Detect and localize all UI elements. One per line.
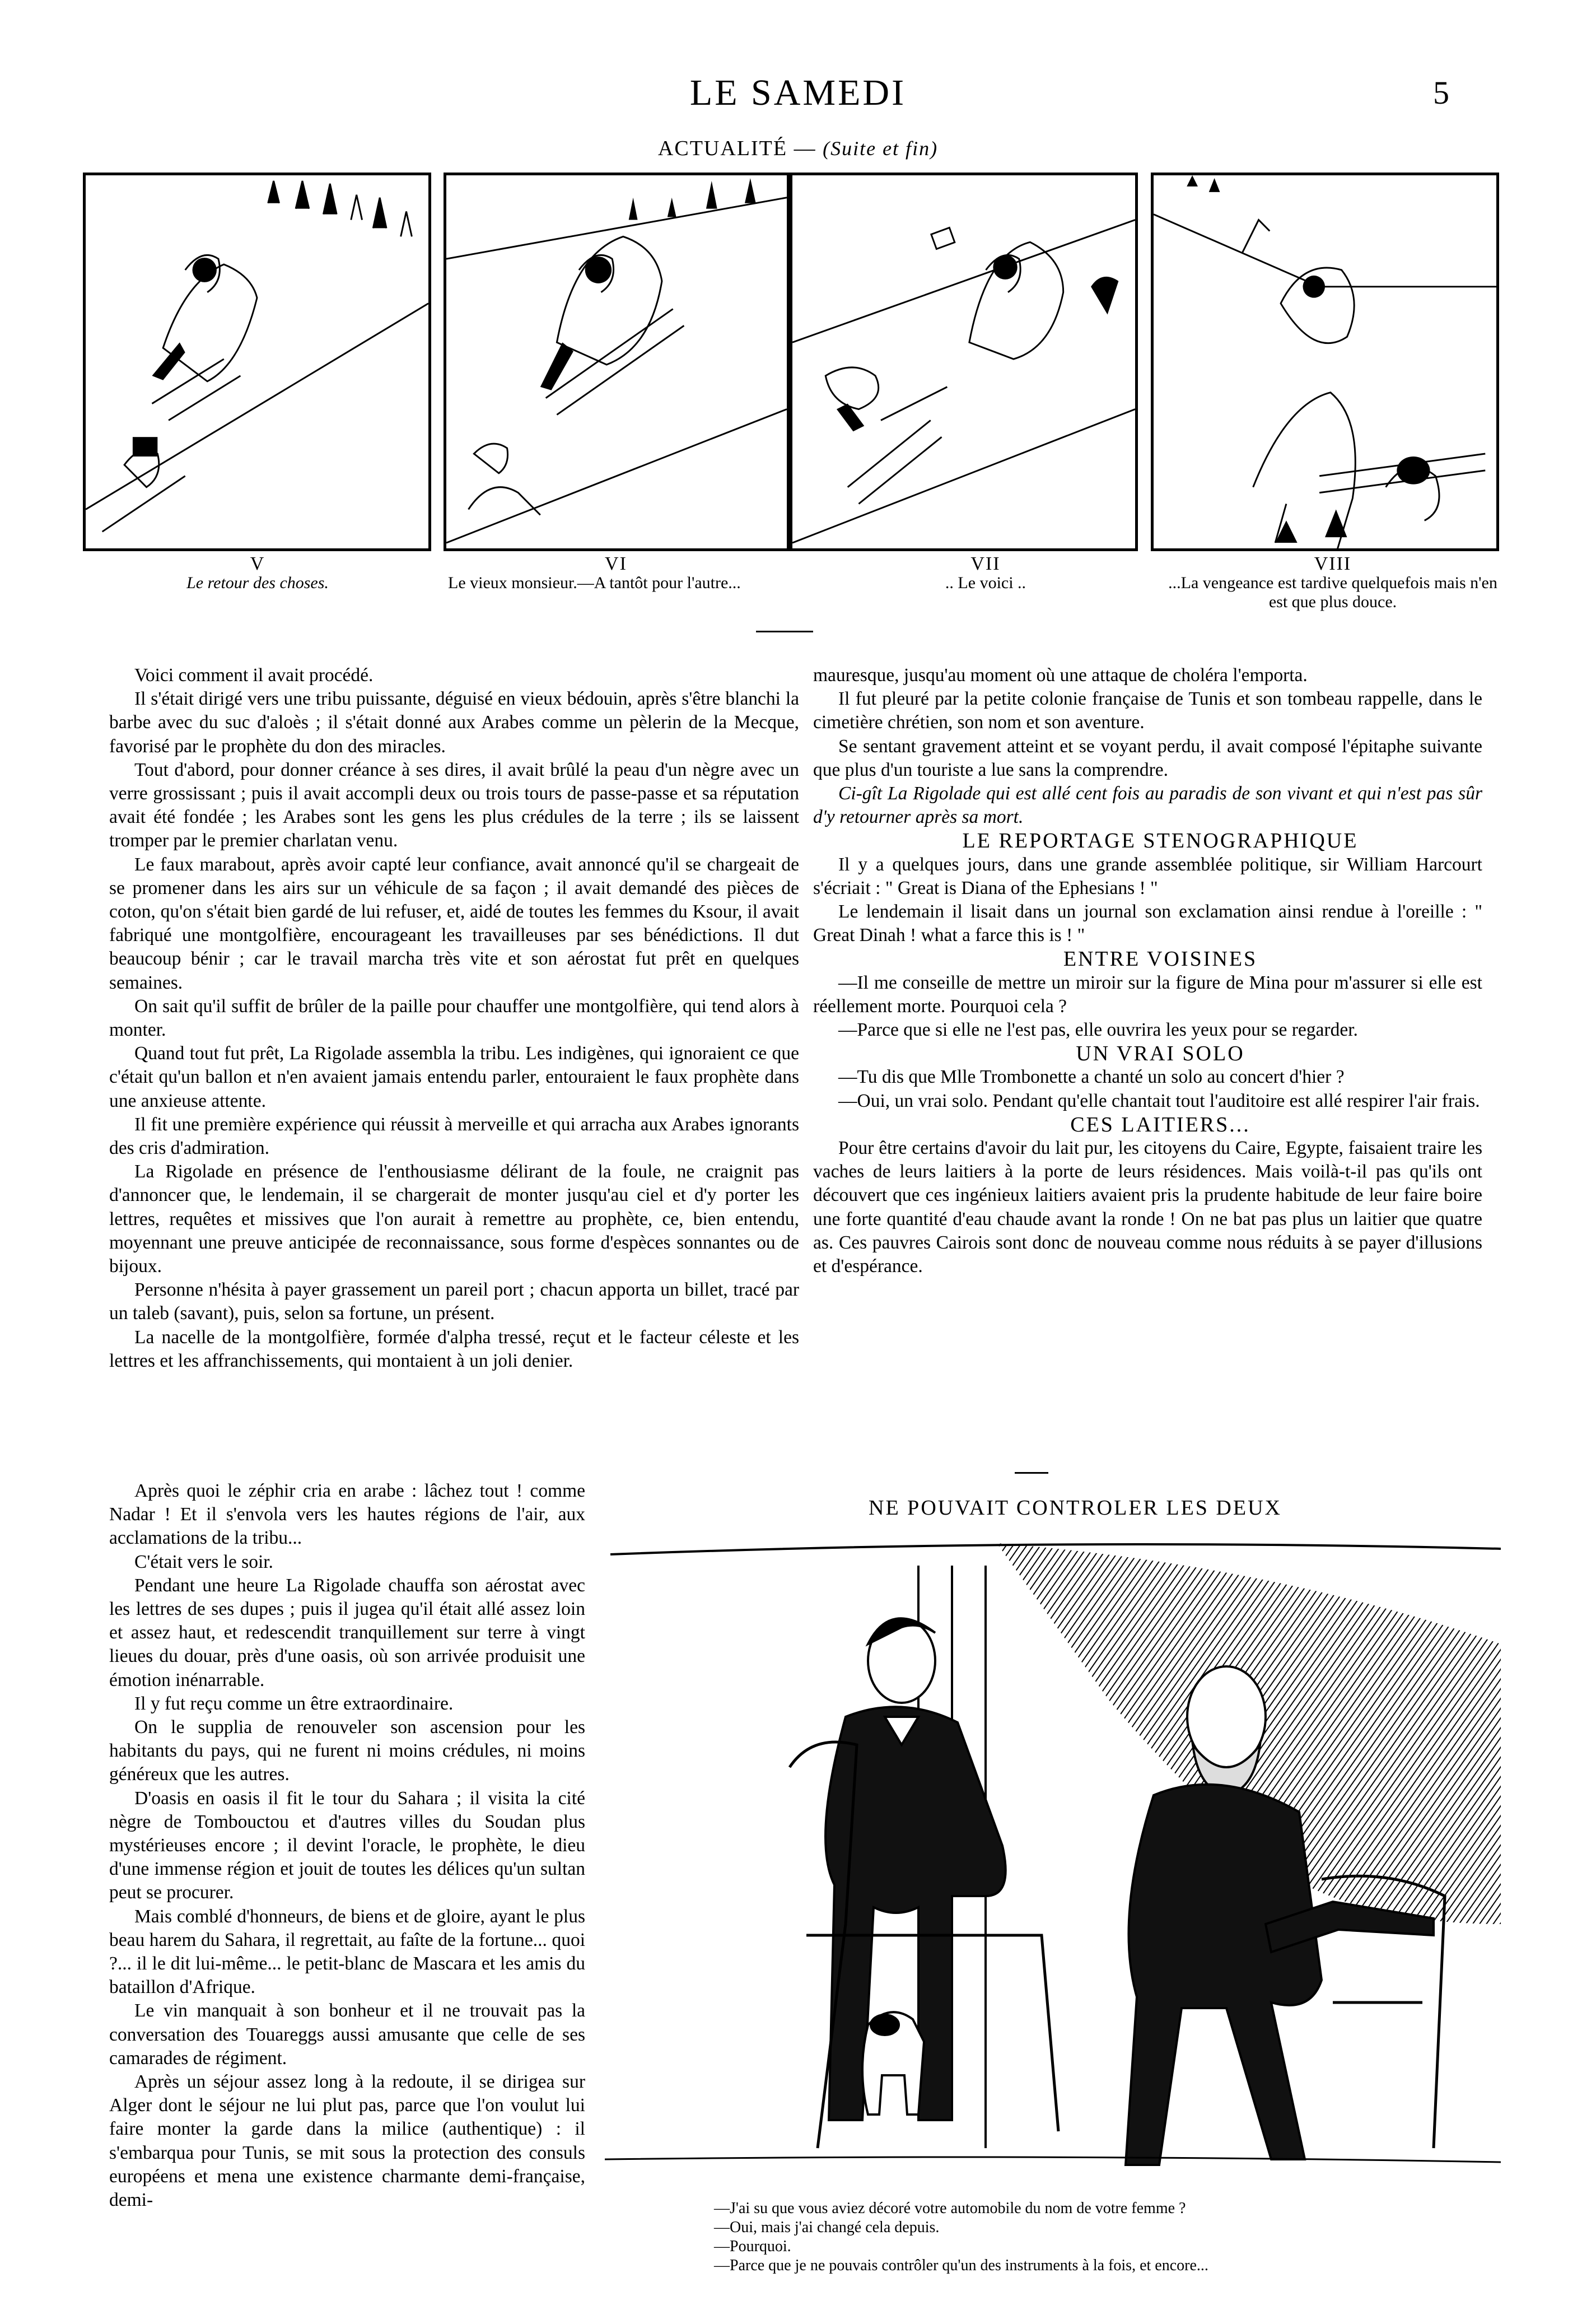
paragraph: Pour être certains d'avoir du lait pur, les citoyens du Caire, Egypte, faisaient traire les vaches de leurs laitiers à la porte de leurs résidences. Mais voilà-t-il pas qu'ils ont découvert que ces ingénieux laitiers avaient pris la prudente habitude de leur faire boire une forte quantité d'eau chaude avant la ronde ! On ne bat pas plus un laitier que quatre as. Ces pauvres Cairois sont donc de nouveau comme nous réduits à se payer d'illusions et d'espérance. xyxy=(813,1138,1482,1277)
panel-8-text: ...La vengeance est tardive quelquefois mais n'en est que plus douce. xyxy=(1168,574,1497,611)
section-note: (Suite et fin) xyxy=(823,137,939,160)
paragraph: La Rigolade en présence de l'enthousiasme délirant de la foule, ne craignit pas d'annoncer que, le lendemain, il se chargerait de monter jusqu'au ciel et d'y porter les lettres, requêtes et missives que l'on aurait à remettre au prophète, ce, bien entendu, moyennant une preuve anticipée de reconnaissance, sous forme d'espèces sonnantes ou de bijoux. xyxy=(109,1161,799,1277)
section-label xyxy=(0,136,1596,161)
panel-5-numeral: V xyxy=(250,553,265,574)
caption-line: —Oui, mais j'ai changé cela depuis. xyxy=(714,2219,940,2236)
article-left-column xyxy=(109,664,799,1373)
paragraph: Le lendemain il lisait dans un journal son exclamation ainsi rendue à l'oreille : " Great Dinah ! what a farce this is ! " xyxy=(813,901,1482,946)
paragraph: —Tu dis que Mlle Trombonette a chanté un solo au concert d'hier ? xyxy=(838,1066,1345,1088)
paragraph: C'était vers le soir. xyxy=(134,1551,273,1572)
section-heading: CES LAITIERS... xyxy=(1070,1112,1250,1137)
panel-7-drawing xyxy=(792,175,1135,548)
illustration-caption xyxy=(714,2199,1476,2275)
article-right-column xyxy=(813,664,1482,1278)
caption-line: —Pourquoi. xyxy=(714,2238,791,2255)
paragraph: Tout d'abord, pour donner créance à ses dires, il avait brûlé la peau d'un nègre avec un verre grossissant ; puis il avait accompli deux ou trois tours de passe-passe et sa réputation avait été fondée ; les Arabes sont les gens les plus crédules de la terre ; ils se laissent tromper par le premier charlatan venu. xyxy=(109,759,799,851)
caption-line: —J'ai su que vous aviez décoré votre automobile du nom de votre femme ? xyxy=(714,2200,1186,2217)
panel-6-numeral: VI xyxy=(605,553,627,574)
paragraph: Il fit une première expérience qui réussit à merveille et qui arracha aux Arabes ignorants des cris d'admiration. xyxy=(109,1114,799,1159)
panel-7-caption xyxy=(885,555,1086,593)
paragraph: Après quoi le zéphir cria en arabe : lâchez tout ! comme Nadar ! Et il s'envola vers les hautes régions de l'air, aux acclamations de la tribu... xyxy=(109,1480,585,1549)
paragraph: —Oui, un vrai solo. Pendant qu'elle chantait tout l'auditoire est allé respirer l'air frais. xyxy=(838,1090,1480,1111)
panel-5-caption xyxy=(151,555,364,593)
paragraph: —Parce que si elle ne l'est pas, elle ouvrira les yeux pour se regarder. xyxy=(838,1019,1358,1041)
paragraph: Il s'était dirigé vers une tribu puissante, déguisé en vieux bédouin, après s'être blanchi la barbe avec du suc d'aloès ; il s'était donné aux Arabes comme un pèlerin de la Mecque, favorisé par le prophète du don des miracles. xyxy=(109,688,799,757)
paragraph: La nacelle de la montgolfière, formée d'alpha tressé, reçut et le facteur céleste et les lettres et les affranchissements, qui montaient à un joli denier. xyxy=(109,1326,799,1371)
paragraph: —Il me conseille de mettre un miroir sur la figure de Mina pour m'assurer si elle est réellement morte. Pourquoi cela ? xyxy=(813,972,1482,1017)
paragraph: On le supplia de renouveler son ascension pour les habitants du pays, qui ne furent ni moins crédules, ni moins généreux que les autres. xyxy=(109,1717,585,1785)
panel-7-numeral: VII xyxy=(970,553,1001,574)
page-number: 5 xyxy=(1433,74,1449,111)
section-title: ACTUALITÉ — xyxy=(657,137,816,160)
panel-6-text: Le vieux monsieur.—A tantôt pour l'autre... xyxy=(448,574,741,592)
section-rule xyxy=(1015,1472,1048,1474)
panel-8-numeral: VIII xyxy=(1314,553,1352,574)
paragraph: Mais comblé d'honneurs, de biens et de gloire, ayant le plus beau harem du Sahara, il regrettait, au faîte de la fortune... quoi ?... il le dit lui-même... le petit-blanc de Mascara et les amis du bataillon d'Afrique. xyxy=(109,1906,585,1998)
paragraph: Personne n'hésita à payer grassement un pareil port ; chacun apporta un billet, tracé par un taleb (savant), puis, selon sa fortune, un présent. xyxy=(109,1279,799,1324)
paragraph: D'oasis en oasis il fit le tour du Sahara ; il visita la cité nègre de Tombouctou et d'autres villes du Soudan plus mystérieuses encore ; il devint l'oracle, le prophète, le dieu d'une immense région et jouit de toutes les délices qu'un sultan peut se procurer. xyxy=(109,1787,585,1903)
panel-5-text: Le retour des choses. xyxy=(186,574,329,592)
paragraph: mauresque, jusqu'au moment où une attaque de choléra l'emporta. xyxy=(813,665,1308,686)
illustration-drawing xyxy=(605,1532,1512,2196)
comic-panel-7 xyxy=(790,173,1138,551)
paragraph: Se sentant gravement atteint et se voyant perdu, il avait composé l'épitaphe suivante que plus d'un touriste a lue sans la comprendre. xyxy=(813,735,1482,780)
panel-6-caption xyxy=(448,555,784,593)
comic-panel-6 xyxy=(444,173,790,551)
paragraph: Le vin manquait à son bonheur et il ne trouvait pas la conversation des Touareggs aussi amusante que celle de ses camarades de régiment. xyxy=(109,2000,585,2069)
illustration-title: NE POUVAIT CONTROLER LES DEUX xyxy=(869,1496,1282,1520)
comic-panel-8 xyxy=(1151,173,1499,551)
paragraph: Il y fut reçu comme un être extraordinaire. xyxy=(134,1693,454,1714)
panel-6-drawing xyxy=(446,175,787,548)
panel-5-drawing xyxy=(86,175,428,548)
panel-8-drawing xyxy=(1154,175,1496,548)
panel-7-text: .. Le voici .. xyxy=(945,574,1026,592)
epitaph: Ci-gît La Rigolade qui est allé cent fois au paradis de son vivant et qui n'est pas sûr d'y retourner après sa mort. xyxy=(813,783,1482,828)
article-left-column-narrow xyxy=(109,1479,585,2212)
caption-line: —Parce que je ne pouvais contrôler qu'un des instruments à la fois, et encore... xyxy=(714,2257,1208,2274)
illustration xyxy=(605,1532,1512,2196)
paragraph: On sait qu'il suffit de brûler de la paille pour chauffer une montgolfière, qui tend alors à monter. xyxy=(109,995,799,1041)
paragraph: Voici comment il avait procédé. xyxy=(134,665,374,686)
masthead-title: LE SAMEDI xyxy=(689,72,907,113)
paragraph: Quand tout fut prêt, La Rigolade assembla la tribu. Les indigènes, qui ignoraient ce que c'était qu'un ballon et n'en avaient jamais entendu parler, entouraient le faux prophète dans une anxieuse attente. xyxy=(109,1043,799,1111)
panel-8-caption xyxy=(1162,555,1504,612)
paragraph: Il y a quelques jours, dans une grande assemblée politique, sir William Harcourt s'écriait : " Great is Diana of the Ephesians ! " xyxy=(813,854,1482,898)
section-heading: UN VRAI SOLO xyxy=(1076,1042,1245,1066)
divider-rule xyxy=(756,631,813,632)
section-heading: ENTRE VOISINES xyxy=(1063,947,1258,971)
comic-panel-5 xyxy=(83,173,431,551)
paragraph: Pendant une heure La Rigolade chauffa son aérostat avec les lettres de ses dupes ; puis il jugea qu'il était allé assez loin et assez haut, et redescendit tranquillement sur terre à vingt lieues du douar, près d'une oasis, où son arrivée produisit une émotion inénarrable. xyxy=(109,1575,585,1690)
paragraph: Il fut pleuré par la petite colonie française de Tunis et son tombeau rappelle, dans le cimetière chrétien, son nom et son aventure. xyxy=(813,688,1482,733)
section-heading: LE REPORTAGE STENOGRAPHIQUE xyxy=(962,829,1359,853)
paragraph: Après un séjour assez long à la redoute, il se dirigea sur Alger dont le séjour ne lui plut pas, parce que l'on voulut lui faire monter la garde dans la milice (authentique) : il s'embarqua pour Tunis, se mit sous la protection des consuls européens et mena une existence charmante demi-française, demi- xyxy=(109,2071,585,2211)
paragraph: Le faux marabout, après avoir capté leur confiance, avait annoncé qu'il se chargeait de se promener dans les airs sur un véhicule de sa façon ; il avait demandé des pièces de coton, qu'on s'était bien gardé de lui refuser, et, aidé de toutes les femmes du Ksour, il avait fabriqué une montgolfière, encourageant les travailleuses par ses bénédictions. Il dut beaucoup bénir ; car le travail marcha très vite et son aérostat fut prêt en quelques semaines. xyxy=(109,854,799,993)
